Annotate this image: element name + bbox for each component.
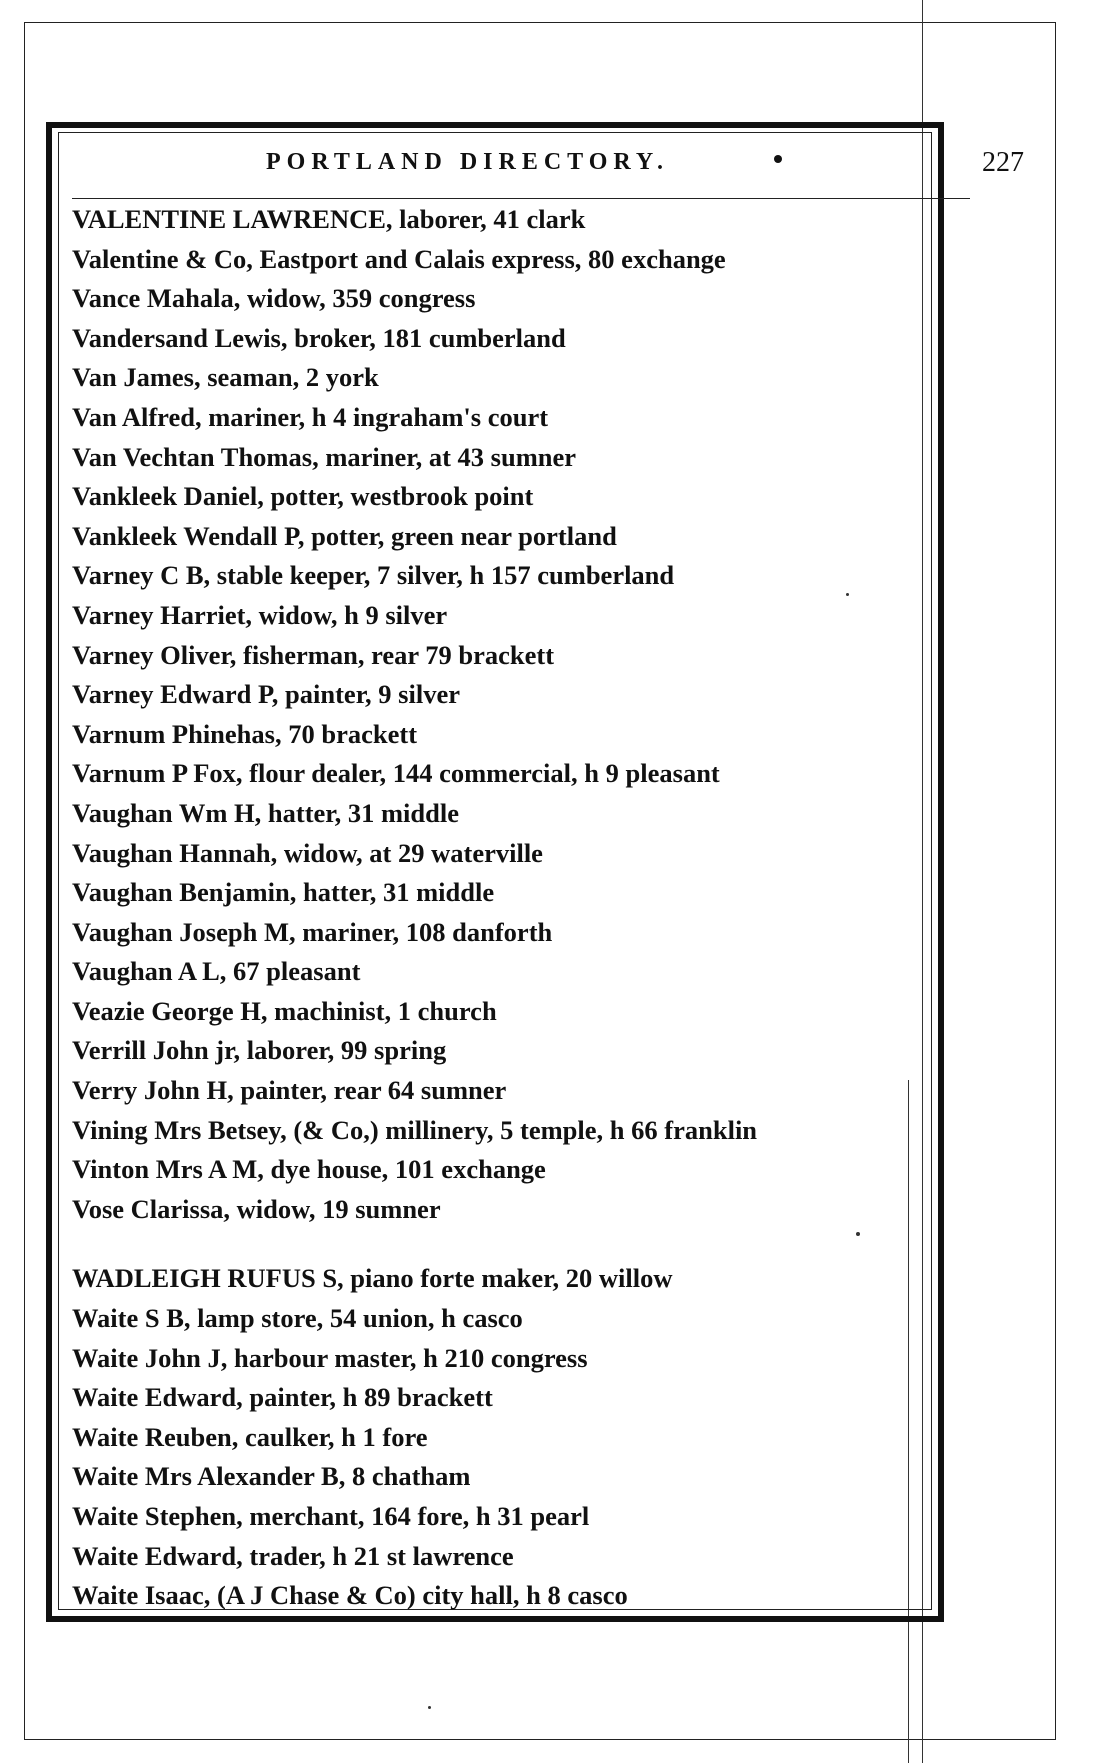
directory-entry: Vaughan Wm H, hatter, 31 middle xyxy=(72,797,460,828)
directory-entry: Varnum Phinehas, 70 brackett xyxy=(72,718,418,749)
directory-entry: Vaughan A L, 67 pleasant xyxy=(72,956,361,987)
directory-entry: Verry John H, painter, rear 64 sumner xyxy=(72,1075,507,1106)
directory-entry: Vaughan Benjamin, hatter, 31 middle xyxy=(72,877,495,908)
directory-entry: Vining Mrs Betsey, (& Co,) millinery, 5 temple, h 66 franklin xyxy=(72,1114,758,1145)
directory-entry: Veazie George H, machinist, 1 church xyxy=(72,995,497,1026)
directory-entry: Vaughan Joseph M, mariner, 108 danforth xyxy=(72,916,553,947)
ink-speck xyxy=(428,1706,431,1709)
directory-entry: Waite S B, lamp store, 54 union, h casco xyxy=(72,1303,523,1334)
directory-entry: Waite Reuben, caulker, h 1 fore xyxy=(72,1421,428,1452)
directory-entry: Vankleek Daniel, potter, westbrook point xyxy=(72,481,534,512)
directory-entry: Waite Stephen, merchant, 164 fore, h 31 pearl xyxy=(72,1501,590,1531)
directory-entry: Vaughan Hannah, widow, at 29 waterville xyxy=(72,837,543,868)
ink-speck xyxy=(846,593,849,596)
directory-entry: Van Alfred, mariner, h 4 ingraham's court xyxy=(72,401,549,432)
directory-entry: Varnum P Fox, flour dealer, 144 commercial, h 9 pleasant xyxy=(72,758,720,789)
running-header xyxy=(74,147,1024,187)
directory-entry: Vinton Mrs A M, dye house, 101 exchange xyxy=(72,1154,546,1185)
header-title: PORTLAND DIRECTORY. xyxy=(266,149,670,175)
directory-entries xyxy=(72,200,922,1616)
directory-entry: Waite Edward, trader, h 21 st lawrence xyxy=(72,1540,514,1571)
directory-entry: Vankleek Wendall P, potter, green near portland xyxy=(72,520,617,551)
directory-entry: Verrill John jr, laborer, 99 spring xyxy=(72,1035,447,1066)
directory-entry: Van Vechtan Thomas, mariner, at 43 sumner xyxy=(72,441,577,472)
directory-entry: Valentine & Co, Eastport and Calais express, 80 exchange xyxy=(72,243,726,274)
directory-entry: Waite Isaac, (A J Chase & Co) city hall, h 8 casco xyxy=(72,1580,628,1611)
header-dot xyxy=(774,155,782,163)
section-gap xyxy=(72,1229,922,1259)
directory-entry: Waite Edward, painter, h 89 brackett xyxy=(72,1382,493,1413)
directory-entry: Waite Mrs Alexander B, 8 chatham xyxy=(72,1461,471,1492)
directory-entry: Varney Oliver, fisherman, rear 79 brackett xyxy=(72,639,555,670)
directory-entry: Vance Mahala, widow, 359 congress xyxy=(72,283,476,314)
directory-entry: Van James, seaman, 2 york xyxy=(72,362,379,393)
directory-entry: Varney Edward P, painter, 9 silver xyxy=(72,679,460,710)
directory-entry: Vose Clarissa, widow, 19 sumner xyxy=(72,1193,441,1224)
directory-entry: Varney Harriet, widow, h 9 silver xyxy=(72,599,448,630)
page-number: 227 xyxy=(982,147,1024,178)
directory-entry: Waite John J, harbour master, h 210 congress xyxy=(72,1342,588,1373)
ink-speck xyxy=(856,1232,860,1236)
directory-entry: Varney C B, stable keeper, 7 silver, h 157 cumberland xyxy=(72,560,675,591)
directory-entry: VALENTINE LAWRENCE, laborer, 41 clark xyxy=(72,204,586,234)
directory-entry: WADLEIGH RUFUS S, piano forte maker, 20 willow xyxy=(72,1263,673,1294)
directory-entry: Vandersand Lewis, broker, 181 cumberland xyxy=(72,322,566,353)
header-rule xyxy=(72,198,970,199)
